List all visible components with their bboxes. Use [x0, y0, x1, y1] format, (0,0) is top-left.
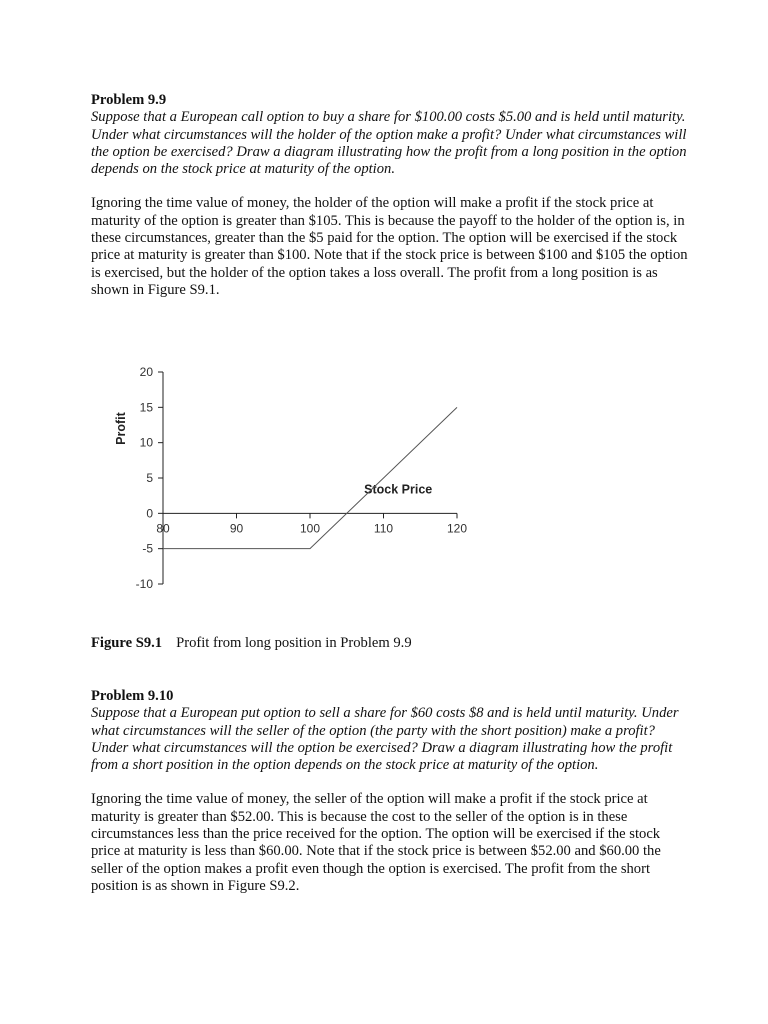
y-axis-title: Profit	[114, 412, 128, 445]
figure-caption	[91, 635, 412, 652]
y-tick-label: 10	[139, 435, 153, 450]
x-tick-label: 120	[446, 521, 468, 536]
profit-chart	[91, 358, 511, 598]
figure-label: Figure S9.1	[91, 635, 163, 651]
x-tick-label: 110	[373, 521, 394, 536]
problem-9-10	[91, 688, 691, 895]
y-tick-label: 5	[146, 471, 153, 485]
figure-s9-1	[91, 358, 511, 598]
y-tick-label: 20	[139, 365, 153, 379]
y-tick-label: -5	[142, 541, 153, 556]
y-tick-label: 0	[146, 506, 153, 521]
problem-9-9-answer: Ignoring the time value of money, the holder of the option will make a profit if the stock price at maturity of the option is greater than $105. This is because the payoff to the holder of the option is, in these circumstances, greater than the $5 paid for the option. The option will be exercised if the stock price at maturity is greater than $100. Note that if the stock price is between $100 and $105 the option is exercised, but the holder of the option takes a loss overall. The profit from a long position is as shown in Figure S9.1.	[91, 195, 688, 298]
problem-9-9-question: Suppose that a European call option to buy a share for $100.00 costs $5.00 and is held until maturity. Under what circumstances will the holder of the option make a profit? Under what circumstances will the option be exercised? Draw a diagram illustrating how the profit from a long position in the option depends on the stock price at maturity of the option.	[91, 109, 687, 178]
document-page	[91, 92, 691, 894]
problem-9-10-answer: Ignoring the time value of money, the seller of the option will make a profit if the stock price at maturity is greater than $52.00. This is because the cost to the seller of the option is in these circumstances less than the price received for the option. The option will be exercised if the stock price at maturity is less than $60.00. Note that if the stock price is between $52.00 and $60.00 the seller of the option makes a profit even though the option is exercised. The profit from the short position is as shown in Figure S9.2.	[91, 791, 661, 894]
y-tick-label: -10	[135, 577, 153, 591]
x-tick-label: 100	[299, 521, 321, 536]
problem-9-10-heading: Problem 9.10	[91, 688, 174, 704]
x-tick-label: 90	[229, 521, 244, 536]
figure-caption-text: Profit from long position in Problem 9.9	[176, 635, 412, 651]
x-tick-label: 80	[156, 521, 170, 536]
problem-9-10-question: Suppose that a European put option to sell a share for $60 costs $8 and is held until maturity. Under what circumstances will the seller of the option (the party with the short position) make a profit? Under what circumstances will the option be exercised? Draw a diagram illustrating how the profit from a short position in the option depends on the stock price at maturity of the option.	[91, 705, 679, 774]
x-axis-title: Stock Price	[364, 482, 433, 497]
y-tick-label: 15	[139, 400, 153, 415]
problem-9-9-heading: Problem 9.9	[91, 92, 167, 108]
